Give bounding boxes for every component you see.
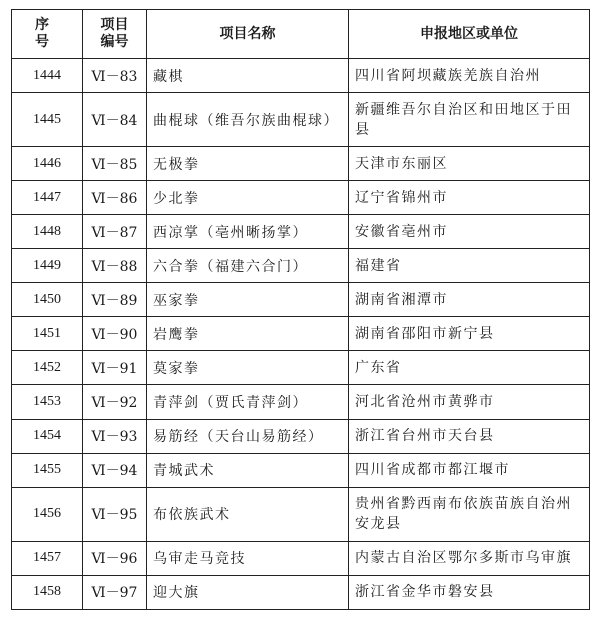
table-row [12,453,590,487]
cell-region: 浙江省金华市磐安县 [349,575,590,609]
cell-region: 新疆维吾尔自治区和田地区于田县 [349,93,590,147]
table-row [12,59,590,93]
table-row [12,385,590,419]
cell-name: 少北拳 [147,181,349,215]
cell-code: Ⅵ－93 [83,419,147,453]
cell-code: Ⅵ－94 [83,453,147,487]
cell-name: 迎大旗 [147,575,349,609]
cell-seq: 1456 [12,487,83,541]
cell-code: Ⅵ－87 [83,215,147,249]
cell-seq: 1455 [12,453,83,487]
cell-seq: 1454 [12,419,83,453]
cell-code: Ⅵ－91 [83,351,147,385]
cell-region: 内蒙古自治区鄂尔多斯市乌审旗 [349,541,590,575]
table-row [12,181,590,215]
table-row [12,317,590,351]
cell-seq: 1449 [12,249,83,283]
cell-seq: 1457 [12,541,83,575]
cell-seq: 1447 [12,181,83,215]
cell-code: Ⅵ－89 [83,283,147,317]
cell-seq: 1448 [12,215,83,249]
cell-name: 青萍剑（贾氏青萍剑） [147,385,349,419]
cell-region: 天津市东丽区 [349,147,590,181]
table-row [12,419,590,453]
cell-seq: 1446 [12,147,83,181]
cell-name: 易筋经（天台山易筋经） [147,419,349,453]
cell-region: 湖南省邵阳市新宁县 [349,317,590,351]
cell-seq: 1450 [12,283,83,317]
cell-region: 湖南省湘潭市 [349,283,590,317]
cell-seq: 1445 [12,93,83,147]
cell-region: 四川省成都市都江堰市 [349,453,590,487]
cell-region: 四川省阿坝藏族羌族自治州 [349,59,590,93]
header-region: 申报地区或单位 [349,10,590,59]
cell-region: 福建省 [349,249,590,283]
cell-name: 藏棋 [147,59,349,93]
cell-code: Ⅵ－90 [83,317,147,351]
table-row [12,249,590,283]
cell-name: 六合拳（福建六合门） [147,249,349,283]
table-row [12,541,590,575]
cell-region: 贵州省黔西南布依族苗族自治州安龙县 [349,487,590,541]
table-row [12,283,590,317]
header-seq: 序 号 [12,10,83,59]
cell-region: 辽宁省锦州市 [349,181,590,215]
heritage-project-table [11,9,590,610]
cell-code: Ⅵ－97 [83,575,147,609]
cell-code: Ⅵ－83 [83,59,147,93]
cell-name: 乌审走马竞技 [147,541,349,575]
table-row [12,93,590,147]
cell-code: Ⅵ－86 [83,181,147,215]
table-row [12,575,590,609]
cell-region: 河北省沧州市黄骅市 [349,385,590,419]
cell-seq: 1452 [12,351,83,385]
cell-seq: 1453 [12,385,83,419]
table-row [12,147,590,181]
header-name: 项目名称 [147,10,349,59]
cell-region: 浙江省台州市天台县 [349,419,590,453]
cell-code: Ⅵ－92 [83,385,147,419]
cell-name: 无极拳 [147,147,349,181]
cell-region: 广东省 [349,351,590,385]
cell-region: 安徽省亳州市 [349,215,590,249]
cell-code: Ⅵ－85 [83,147,147,181]
cell-name: 莫家拳 [147,351,349,385]
cell-code: Ⅵ－95 [83,487,147,541]
cell-seq: 1444 [12,59,83,93]
cell-name: 岩鹰拳 [147,317,349,351]
table-row [12,487,590,541]
cell-name: 布依族武术 [147,487,349,541]
cell-code: Ⅵ－84 [83,93,147,147]
table-header-row [12,10,590,59]
cell-code: Ⅵ－88 [83,249,147,283]
cell-code: Ⅵ－96 [83,541,147,575]
header-code: 项目 编号 [83,10,147,59]
cell-name: 青城武术 [147,453,349,487]
table-row [12,215,590,249]
cell-name: 曲棍球（维吾尔族曲棍球） [147,93,349,147]
cell-seq: 1451 [12,317,83,351]
cell-seq: 1458 [12,575,83,609]
cell-name: 西凉掌（亳州晰扬掌） [147,215,349,249]
table-row [12,351,590,385]
cell-name: 巫家拳 [147,283,349,317]
